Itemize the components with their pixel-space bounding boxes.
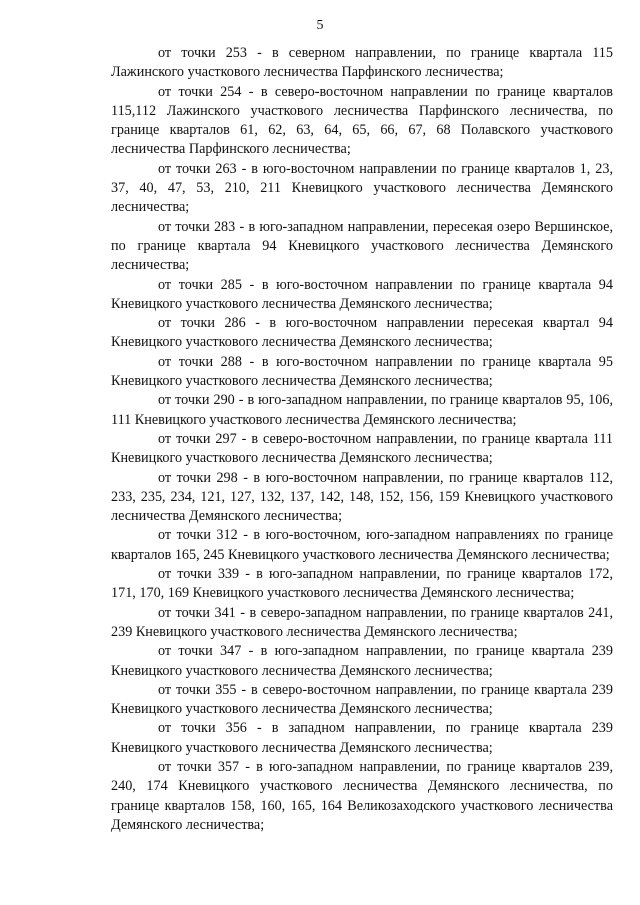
- paragraph-point-341: от точки 341 - в северо-западном направлении, по границе кварталов 241, 239 Кневицкого участкового лесничества Демянского лесничества;: [111, 604, 613, 640]
- document-body: [111, 44, 613, 835]
- paragraph-point-357: от точки 357 - в юго-западном направлении, по границе кварталов 239, 240, 174 Кневицкого участкового лесничества Демянского лесничества, по границе кварталов 158, 160, 165, 164 Великозаходского участкового лесничества Демянского лесничества;: [111, 758, 613, 833]
- paragraph-point-347: от точки 347 - в юго-западном направлении, по границе квартала 239 Кневицкого участкового лесничества Демянского лесничества;: [111, 643, 613, 679]
- paragraph-point-355: от точки 355 - в северо-восточном направлении, по границе квартала 239 Кневицкого участкового лесничества Демянского лесничества;: [111, 681, 613, 718]
- paragraph-point-285: от точки 285 - в юго-восточном направлении по границе квартала 94 Кневицкого участкового лесничества Демянского лесничества;: [111, 276, 613, 312]
- paragraph-point-253: от точки 253 - в северном направлении, по границе квартала 115 Лажинского участкового лесничества Парфинского лесничества;: [111, 45, 613, 81]
- paragraph-point-290: от точки 290 - в юго-западном направлении, по границе кварталов 95, 106, 111 Кневицкого участкового лесничества Демянского лесничества;: [111, 392, 613, 428]
- paragraph-point-263: от точки 263 - в юго-восточном направлении по границе кварталов 1, 23, 37, 40, 47, 53, 210, 211 Кневицкого участкового лесничества Демянского лесничества;: [111, 160, 613, 216]
- paragraph-point-286: от точки 286 - в юго-восточном направлении пересекая квартал 94 Кневицкого участкового лесничества Демянского лесничества;: [111, 315, 613, 351]
- paragraph-point-298: от точки 298 - в юго-восточном направлении, по границе кварталов 112, 233, 235, 234, 121, 127, 132, 137, 142, 148, 152, 156, 159 Кневицкого участкового лесничества Демянского лесничества;: [111, 469, 613, 525]
- paragraph-point-283: от точки 283 - в юго-западном направлении, пересекая озеро Вершинское, по границе квартала 94 Кневицкого участкового лесничества Демянского лесничества;: [111, 218, 613, 274]
- paragraph-point-297: от точки 297 - в северо-восточном направлении, по границе квартала 111 Кневицкого участкового лесничества Демянского лесничества;: [111, 430, 613, 467]
- page-number: 5: [316, 18, 324, 33]
- paragraph-point-339: от точки 339 - в юго-западном направлении, по границе кварталов 172, 171, 170, 169 Кневицкого участкового лесничества Демянского лесничества;: [111, 566, 613, 602]
- paragraph-point-312: от точки 312 - в юго-восточном, юго-западном направлениях по границе кварталов 165, 245 Кневицкого участкового лесничества Демянского лесничества;: [111, 527, 613, 563]
- paragraph-point-254: от точки 254 - в северо-восточном направлении по границе кварталов 115,112 Лажинского участкового лесничества Парфинского лесничества, по границе кварталов 61, 62, 63, 64, 65, 66, 67, 68 Полавского участкового лесничества Парфинского лесничества;: [111, 83, 613, 158]
- paragraph-point-288: от точки 288 - в юго-восточном направлении по границе квартала 95 Кневицкого участкового лесничества Демянского лесничества;: [111, 353, 613, 390]
- paragraph-point-356: от точки 356 - в западном направлении, по границе квартала 239 Кневицкого участкового лесничества Демянского лесничества;: [111, 720, 613, 756]
